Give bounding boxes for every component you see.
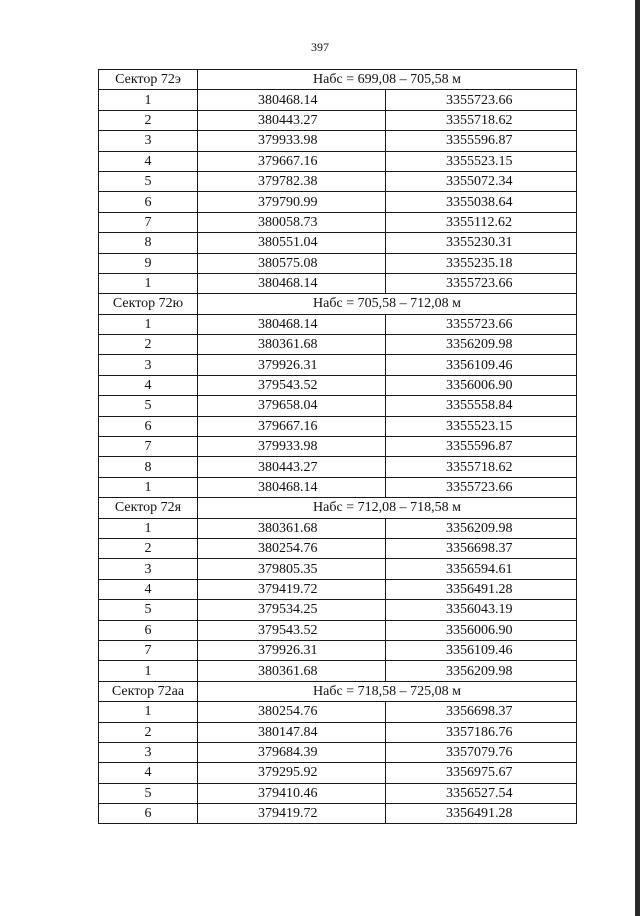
point-number: 6 <box>99 192 198 212</box>
coordinate-x: 379658.04 <box>198 396 386 416</box>
sector-height-range: Набс = 699,08 – 705,58 м <box>198 70 577 90</box>
table-row <box>99 620 577 640</box>
coordinate-x: 379782.38 <box>198 171 386 191</box>
coordinate-x: 380468.14 <box>198 314 386 334</box>
coordinate-x: 380254.76 <box>198 702 386 722</box>
point-number: 1 <box>99 273 198 293</box>
point-number: 8 <box>99 233 198 253</box>
table-row <box>99 416 577 436</box>
coordinate-x: 380468.14 <box>198 90 386 110</box>
point-number: 4 <box>99 579 198 599</box>
coordinate-y: 3356109.46 <box>386 640 577 660</box>
table-row <box>99 253 577 273</box>
coordinate-x: 379926.31 <box>198 355 386 375</box>
table-row <box>99 538 577 558</box>
coordinate-x: 380551.04 <box>198 233 386 253</box>
sector-name: Сектор 72э <box>99 70 198 90</box>
point-number: 8 <box>99 457 198 477</box>
point-number: 9 <box>99 253 198 273</box>
point-number: 5 <box>99 396 198 416</box>
sector-header-row <box>99 294 577 314</box>
coordinate-y: 3355523.15 <box>386 416 577 436</box>
point-number: 6 <box>99 416 198 436</box>
point-number: 2 <box>99 335 198 355</box>
coordinate-y: 3356209.98 <box>386 335 577 355</box>
table-row <box>99 742 577 762</box>
point-number: 6 <box>99 804 198 824</box>
point-number: 3 <box>99 131 198 151</box>
point-number: 7 <box>99 640 198 660</box>
table-row <box>99 355 577 375</box>
scan-edge <box>635 0 640 916</box>
coordinate-y: 3355718.62 <box>386 110 577 130</box>
coordinate-x: 379534.25 <box>198 600 386 620</box>
coordinate-x: 379790.99 <box>198 192 386 212</box>
coordinate-x: 380147.84 <box>198 722 386 742</box>
table-row <box>99 518 577 538</box>
coordinate-y: 3356491.28 <box>386 579 577 599</box>
coordinate-x: 379419.72 <box>198 579 386 599</box>
table-row <box>99 335 577 355</box>
coordinate-x: 380361.68 <box>198 335 386 355</box>
point-number: 4 <box>99 375 198 395</box>
table-row <box>99 375 577 395</box>
coordinate-x: 379667.16 <box>198 151 386 171</box>
coordinate-x: 380443.27 <box>198 457 386 477</box>
table-row <box>99 804 577 824</box>
coordinate-x: 380468.14 <box>198 273 386 293</box>
table-row <box>99 314 577 334</box>
table-row <box>99 151 577 171</box>
point-number: 5 <box>99 600 198 620</box>
coordinate-x: 379933.98 <box>198 131 386 151</box>
coordinate-y: 3355235.18 <box>386 253 577 273</box>
point-number: 3 <box>99 355 198 375</box>
coordinate-y: 3356209.98 <box>386 661 577 681</box>
point-number: 4 <box>99 763 198 783</box>
coordinate-x: 379667.16 <box>198 416 386 436</box>
coordinate-x: 379543.52 <box>198 620 386 640</box>
point-number: 6 <box>99 620 198 640</box>
point-number: 2 <box>99 538 198 558</box>
table-row <box>99 437 577 457</box>
sector-height-range: Набс = 718,58 – 725,08 м <box>198 681 577 701</box>
table-row <box>99 579 577 599</box>
point-number: 3 <box>99 742 198 762</box>
coordinate-x: 379543.52 <box>198 375 386 395</box>
sector-name: Сектор 72я <box>99 498 198 518</box>
table-row <box>99 457 577 477</box>
table-row <box>99 131 577 151</box>
table-row <box>99 212 577 232</box>
coordinate-y: 3355230.31 <box>386 233 577 253</box>
coordinate-y: 3355072.34 <box>386 171 577 191</box>
point-number: 5 <box>99 171 198 191</box>
sector-height-range: Набс = 712,08 – 718,58 м <box>198 498 577 518</box>
point-number: 1 <box>99 661 198 681</box>
point-number: 2 <box>99 722 198 742</box>
coordinates-table-body <box>99 70 577 824</box>
point-number: 1 <box>99 518 198 538</box>
coordinate-x: 380443.27 <box>198 110 386 130</box>
table-row <box>99 640 577 660</box>
table-row <box>99 90 577 110</box>
coordinate-y: 3356006.90 <box>386 620 577 640</box>
coordinate-y: 3355112.62 <box>386 212 577 232</box>
coordinate-x: 379684.39 <box>198 742 386 762</box>
point-number: 1 <box>99 702 198 722</box>
coordinate-y: 3355596.87 <box>386 131 577 151</box>
table-row <box>99 110 577 130</box>
point-number: 5 <box>99 783 198 803</box>
table-row <box>99 273 577 293</box>
point-number: 1 <box>99 90 198 110</box>
point-number: 3 <box>99 559 198 579</box>
page-number: 397 <box>311 40 329 54</box>
coordinates-table <box>98 69 577 824</box>
coordinate-y: 3356491.28 <box>386 804 577 824</box>
sector-name: Сектор 72аа <box>99 681 198 701</box>
table-row <box>99 661 577 681</box>
coordinate-y: 3356527.54 <box>386 783 577 803</box>
coordinate-y: 3355558.84 <box>386 396 577 416</box>
coordinate-x: 380575.08 <box>198 253 386 273</box>
coordinate-x: 379926.31 <box>198 640 386 660</box>
coordinate-y: 3356594.61 <box>386 559 577 579</box>
table-row <box>99 233 577 253</box>
sector-header-row <box>99 498 577 518</box>
coordinate-y: 3356109.46 <box>386 355 577 375</box>
coordinate-x: 380468.14 <box>198 477 386 497</box>
table-row <box>99 192 577 212</box>
coordinate-y: 3355723.66 <box>386 90 577 110</box>
coordinate-y: 3356006.90 <box>386 375 577 395</box>
coordinate-y: 3355596.87 <box>386 437 577 457</box>
coordinate-y: 3356209.98 <box>386 518 577 538</box>
table-row <box>99 559 577 579</box>
point-number: 7 <box>99 212 198 232</box>
coordinate-y: 3356698.37 <box>386 538 577 558</box>
table-row <box>99 477 577 497</box>
table-row <box>99 171 577 191</box>
table-row <box>99 763 577 783</box>
coordinate-x: 379295.92 <box>198 763 386 783</box>
point-number: 2 <box>99 110 198 130</box>
coordinate-y: 3355718.62 <box>386 457 577 477</box>
coordinate-x: 380058.73 <box>198 212 386 232</box>
table-row <box>99 783 577 803</box>
coordinate-x: 379410.46 <box>198 783 386 803</box>
point-number: 1 <box>99 477 198 497</box>
point-number: 1 <box>99 314 198 334</box>
coordinate-x: 380361.68 <box>198 518 386 538</box>
table-row <box>99 722 577 742</box>
coordinate-y: 3355723.66 <box>386 477 577 497</box>
table-row <box>99 702 577 722</box>
coordinate-y: 3357186.76 <box>386 722 577 742</box>
table-row <box>99 396 577 416</box>
coordinate-x: 379933.98 <box>198 437 386 457</box>
coordinate-y: 3355723.66 <box>386 314 577 334</box>
point-number: 4 <box>99 151 198 171</box>
coordinate-y: 3356043.19 <box>386 600 577 620</box>
point-number: 7 <box>99 437 198 457</box>
coordinate-y: 3355523.15 <box>386 151 577 171</box>
coordinate-y: 3355038.64 <box>386 192 577 212</box>
coordinate-x: 379419.72 <box>198 804 386 824</box>
sector-height-range: Набс = 705,58 – 712,08 м <box>198 294 577 314</box>
sector-header-row <box>99 681 577 701</box>
coordinate-y: 3355723.66 <box>386 273 577 293</box>
coordinate-x: 380361.68 <box>198 661 386 681</box>
sector-name: Сектор 72ю <box>99 294 198 314</box>
coordinate-x: 380254.76 <box>198 538 386 558</box>
coordinate-y: 3356975.67 <box>386 763 577 783</box>
coordinate-x: 379805.35 <box>198 559 386 579</box>
coordinate-y: 3356698.37 <box>386 702 577 722</box>
coordinate-y: 3357079.76 <box>386 742 577 762</box>
table-row <box>99 600 577 620</box>
sector-header-row <box>99 70 577 90</box>
